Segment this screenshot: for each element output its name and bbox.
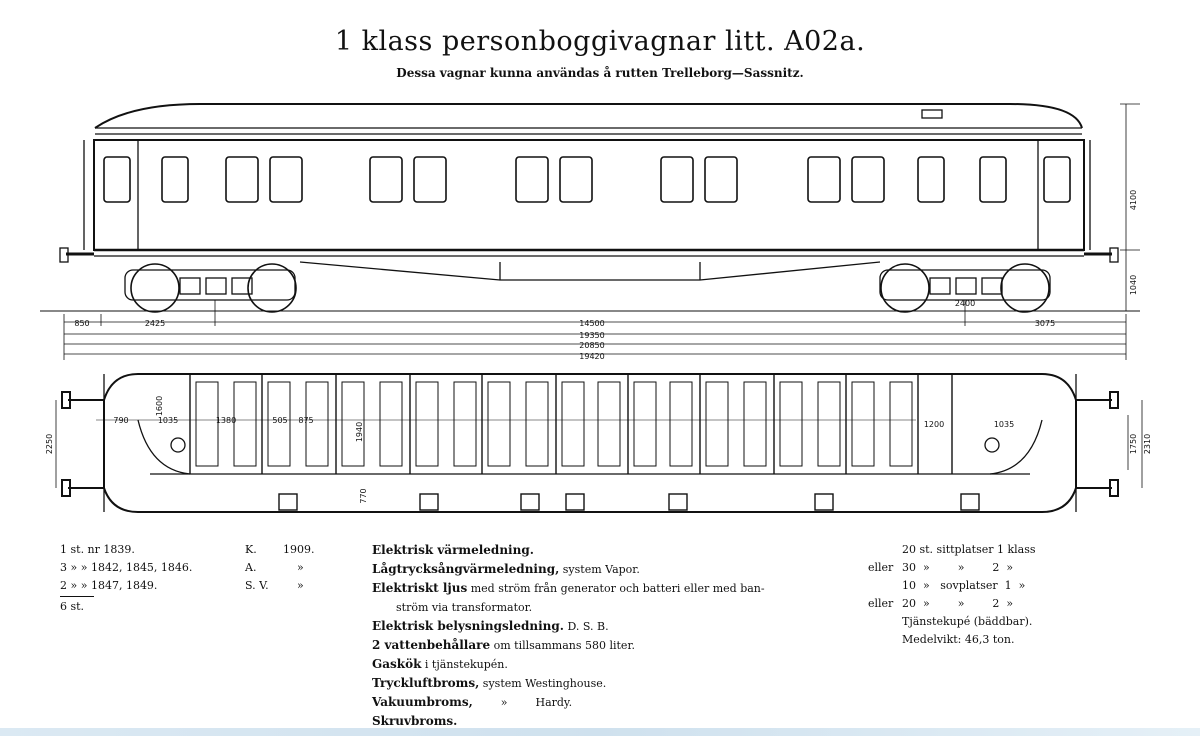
dim-width-right-2: 2310 <box>1143 433 1152 455</box>
capacity-line: eller 20 » » 2 » <box>868 597 1014 610</box>
dim-height-total: 4100 <box>1129 189 1138 211</box>
fleet-list <box>60 541 192 616</box>
equipment-list <box>372 541 765 731</box>
roof-vent <box>922 110 942 118</box>
equipment-item: ström via transformator. <box>396 601 533 614</box>
dim-1380: 1380 <box>215 416 237 425</box>
fleet-builders: K. 1909. A. » S. V. » <box>245 543 315 592</box>
dim-505: 505 <box>272 416 288 425</box>
equipment-item: Tryckluftbroms, system Westinghouse. <box>372 676 607 690</box>
capacity-line: eller 30 » » 2 » <box>868 561 1014 574</box>
equipment-item: Gaskök i tjänstekupén. <box>372 657 508 671</box>
capacity-list <box>868 541 1036 649</box>
dim-length-1: 19350 <box>579 331 605 340</box>
sum-rule <box>60 596 94 597</box>
dim-width-right-1: 1750 <box>1129 433 1138 455</box>
plan-buffers <box>62 392 1118 496</box>
dim-bogie-center: 14500 <box>579 319 605 328</box>
dim-1035-right: 1035 <box>993 420 1015 429</box>
capacity-line: 20 st. sittplatser 1 klass <box>902 543 1036 556</box>
dim-height-lower: 1040 <box>1129 274 1138 296</box>
side-windows <box>104 157 1070 202</box>
dim-875: 875 <box>298 416 314 425</box>
dim-770: 770 <box>359 488 368 504</box>
plan-view <box>56 374 1142 512</box>
equipment-item: 2 vattenbehållare om tillsammans 580 liter. <box>372 638 635 652</box>
fleet-row: 3 » » 1842, 1845, 1846. <box>60 561 193 574</box>
dim-bogie-right: 2400 <box>954 299 976 308</box>
left-bogie <box>125 264 296 312</box>
dim-1035-left: 1035 <box>157 416 179 425</box>
dim-1940: 1940 <box>355 421 364 443</box>
dim-length-2: 20850 <box>579 341 605 350</box>
equipment-item: Lågtrycksångvärmeledning, system Vapor. <box>372 562 640 576</box>
fleet-row: 2 » » 1847, 1849. <box>60 577 192 595</box>
page-subtitle: Dessa vagnar kunna användas å rutten Trelleborg—Sassnitz. <box>396 66 804 80</box>
dim-width-outer: 2250 <box>45 433 54 455</box>
equipment-item: Elektrisk belysningsledning. D. S. B. <box>372 619 609 633</box>
dim-end-right: 3075 <box>1034 319 1056 328</box>
equipment-item: Elektriskt ljus med ström från generator och batteri eller med ban- <box>372 581 765 595</box>
dim-790: 790 <box>113 416 129 425</box>
corridor-windows <box>279 494 979 510</box>
equipment-item: Vakuumbroms, » Hardy. <box>372 695 573 709</box>
fleet-total: 6 st. <box>60 600 85 613</box>
dim-bogie-left: 2425 <box>144 319 166 328</box>
equipment-item: Elektrisk värmeledning. <box>372 543 534 557</box>
dim-1600: 1600 <box>155 395 164 417</box>
dim-1200: 1200 <box>923 420 945 429</box>
bottom-strip <box>0 728 1200 736</box>
page-title: 1 klass personboggivagnar litt. A02a. <box>334 26 866 57</box>
capacity-line: Medelvikt: 46,3 ton. <box>902 633 1015 646</box>
capacity-line: 10 » sovplatser 1 » <box>902 579 1026 592</box>
capacity-line: Tjänstekupé (bäddbar). <box>902 615 1033 628</box>
fleet-row: 1 st. nr 1839. <box>60 543 135 556</box>
dim-length-3: 19420 <box>579 352 605 361</box>
dim-overhang: 850 <box>74 319 90 328</box>
equipment-item: Skruvbroms. <box>372 714 458 728</box>
